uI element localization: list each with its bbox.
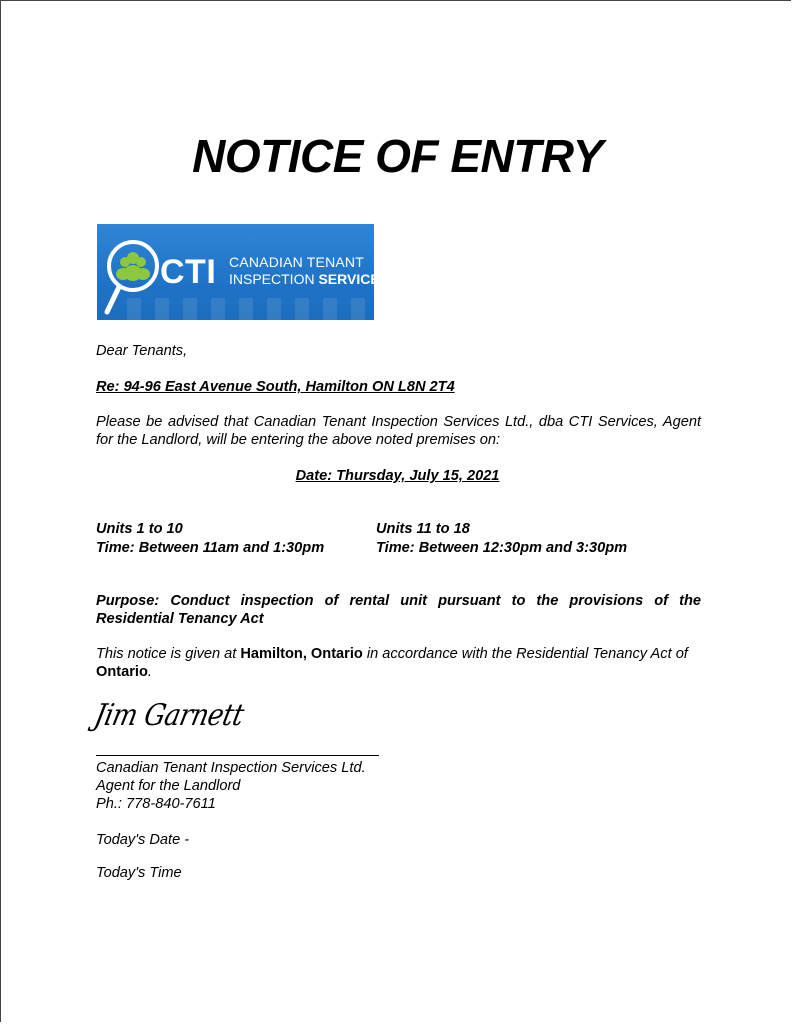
logo-line-2-a: INSPECTION <box>229 271 319 287</box>
logo-abbreviation: CTI <box>160 253 217 291</box>
todays-time-label: Today's Time <box>96 865 182 881</box>
logo-line-2 <box>229 271 389 287</box>
magnifier-people-icon <box>103 232 165 318</box>
handwritten-signature: Jim Garnett <box>91 698 247 734</box>
notice-province: Ontario <box>96 664 148 680</box>
schedule-units-2: Units 11 to 18 <box>376 521 470 537</box>
logo-line-1: CANADIAN TENANT <box>229 254 364 270</box>
schedule-time-1: Time: Between 11am and 1:30pm <box>96 540 325 556</box>
notice-part-1: This notice is given at <box>96 646 241 662</box>
notice-place: Hamilton, Ontario <box>240 646 363 662</box>
advisory-paragraph: Please be advised that Canadian Tenant Inspection Services Ltd., dba CTI Services, Agent for the Landlord, will be entering the above noted premises on: <box>96 414 701 448</box>
signer-phone: Ph.: 778-840-7611 <box>96 796 216 812</box>
re-line: Re: 94-96 East Avenue South, Hamilton ON L8N 2T4 <box>96 379 455 395</box>
signer-role: Agent for the Landlord <box>96 778 241 794</box>
todays-date-label: Today's Date - <box>96 832 190 848</box>
logo-line-2-b: SERVICES <box>318 271 390 287</box>
schedule-time-2: Time: Between 12:30pm and 3:30pm <box>376 540 628 556</box>
cti-logo <box>97 224 390 320</box>
notice-part-3: . <box>147 664 152 680</box>
entry-date: Date: Thursday, July 15, 2021 <box>295 468 500 484</box>
schedule-units-1: Units 1 to 10 <box>96 521 183 537</box>
signer-company: Canadian Tenant Inspection Services Ltd. <box>96 760 366 776</box>
page-title: NOTICE OF ENTRY <box>192 130 603 182</box>
notice-part-2: in accordance with the Residential Tenancy Act of <box>362 646 688 662</box>
purpose-paragraph: Purpose: Conduct inspection of rental unit pursuant to the provisions of the Residential Tenancy Act <box>96 593 701 627</box>
notice-paragraph <box>96 645 701 681</box>
signature-line <box>96 755 379 756</box>
greeting: Dear Tenants, <box>96 343 188 359</box>
